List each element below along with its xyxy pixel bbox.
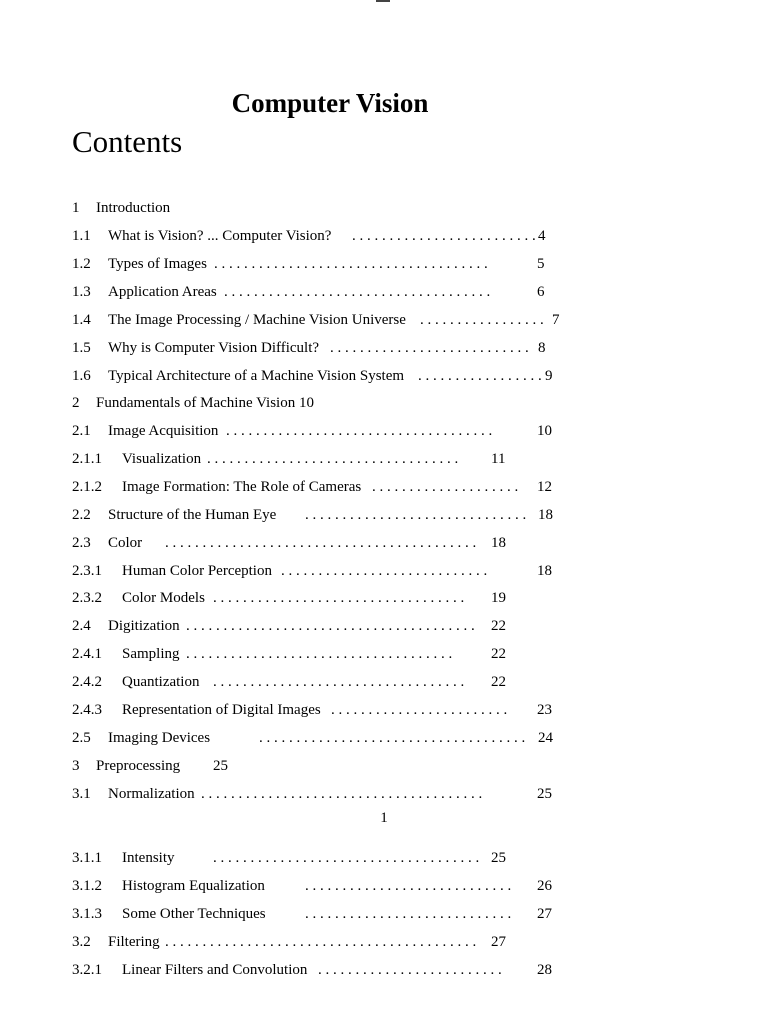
toc-entry-leader: . . . . . . . . . . . . . . . . . . . . . . . . . . . . . . . . . . . . — [226, 423, 493, 439]
toc-entry-number: 1.4 — [72, 312, 91, 328]
toc-entry[interactable] — [0, 421, 768, 441]
toc-entry[interactable] — [0, 198, 768, 218]
toc-entry-leader: . . . . . . . . . . . . . . . . . . . . . . . . . — [318, 962, 502, 978]
toc-entry-page: 5 — [537, 256, 545, 272]
toc-entry[interactable] — [0, 672, 768, 692]
toc-entry-title: Why is Computer Vision Difficult? — [108, 340, 320, 356]
toc-entry-title: Sampling — [122, 646, 180, 662]
toc-entry[interactable] — [0, 226, 768, 246]
toc-entry-page: 25 — [491, 850, 506, 866]
toc-entry-title: Quantization — [122, 674, 200, 690]
toc-entry-number: 2.5 — [72, 730, 91, 746]
toc-entry-leader: . . . . . . . . . . . . . . . . . . . . . . . . . . . . . . . . . . — [207, 451, 459, 467]
toc-entry-number: 3.1 — [72, 786, 91, 802]
page-top-mark — [376, 0, 390, 2]
toc-entry-leader: . . . . . . . . . . . . . . . . . . . . . . . . . . . . . . . . . . . . — [259, 730, 526, 746]
toc-entry-title: Intensity — [122, 850, 175, 866]
toc-entry-title: Normalization — [108, 786, 195, 802]
toc-entry-title: Application Areas — [108, 284, 217, 300]
toc-entry-page: 28 — [537, 962, 552, 978]
toc-entry-number: 3.1.2 — [72, 878, 102, 894]
toc-entry[interactable] — [0, 310, 768, 330]
toc-entry-title: What is Vision? ... Computer Vision? — [108, 228, 332, 244]
toc-entry-page: 25 — [537, 786, 552, 802]
toc-entry-title: Color — [108, 535, 143, 551]
toc-entry[interactable] — [0, 505, 768, 525]
toc-entry-title: Fundamentals of Machine Vision 10 — [96, 395, 314, 411]
toc-entry-title: Visualization — [122, 451, 202, 467]
toc-entry-page: 22 — [491, 646, 506, 662]
toc-entry[interactable] — [0, 533, 768, 553]
toc-entry-number: 2.3.1 — [72, 563, 102, 579]
toc-entry-page: 19 — [491, 590, 506, 606]
toc-entry-leader: . . . . . . . . . . . . . . . . . . . . . . . . . . . . . . . . . . — [213, 674, 465, 690]
toc-entry-page: 9 — [545, 368, 553, 384]
toc-entry-title: Preprocessing — [96, 758, 181, 774]
toc-entry-number: 3.2 — [72, 934, 91, 950]
toc-entry-leader: . . . . . . . . . . . . . . . . . . . . . . . . . . . . . . . . . . . . . . . . . . — [165, 535, 477, 551]
toc-entry-page: 11 — [491, 451, 506, 467]
toc-entry-number: 2.2 — [72, 507, 91, 523]
toc-entry-number: 2.3 — [72, 535, 91, 551]
toc-entry-number: 1.2 — [72, 256, 91, 272]
toc-entry-title: Human Color Perception — [122, 563, 272, 579]
toc-entry-page: 7 — [552, 312, 560, 328]
toc-entry-leader: . . . . . . . . . . . . . . . . . . . . . . . . . . . . . . . . . . . . — [186, 646, 453, 662]
toc-entry-page: 18 — [538, 507, 553, 523]
toc-entry-number: 2.3.2 — [72, 590, 102, 606]
toc-entry-number: 1.6 — [72, 368, 91, 384]
toc-entry-page: 25 — [213, 758, 228, 774]
toc-entry-title: Color Models — [122, 590, 205, 606]
toc-entry-number: 2.1 — [72, 423, 91, 439]
toc-entry-leader: . . . . . . . . . . . . . . . . . . . . . . . . . . . . . . . . . . . . — [224, 284, 491, 300]
toc-entry-number: 2.4.1 — [72, 646, 102, 662]
toc-entry-page: 10 — [537, 423, 552, 439]
toc-entry-page: 6 — [537, 284, 545, 300]
toc-entry-title: Representation of Digital Images — [122, 702, 321, 718]
toc-entry-page: 27 — [491, 934, 506, 950]
document-title: Computer Vision — [231, 88, 429, 118]
toc-entry-number: 2.4 — [72, 618, 91, 634]
toc-entry-page: 26 — [537, 878, 552, 894]
toc-entry-page: 4 — [538, 228, 546, 244]
toc-entry-title: Imaging Devices — [108, 730, 211, 746]
toc-entry[interactable] — [0, 393, 768, 413]
toc-entry-number: 3 — [72, 758, 80, 774]
toc-entry-number: 2.1.2 — [72, 479, 102, 495]
toc-entry[interactable] — [0, 477, 768, 497]
toc-entry[interactable] — [0, 756, 768, 776]
toc-entry[interactable] — [0, 561, 768, 581]
toc-entry-page: 24 — [538, 730, 553, 746]
toc-entry[interactable] — [0, 449, 768, 469]
toc-entry[interactable] — [0, 282, 768, 302]
toc-entry-title: Image Acquisition — [108, 423, 219, 439]
toc-entry[interactable] — [0, 366, 768, 386]
toc-entry-leader: . . . . . . . . . . . . . . . . . . . . . . . . . . . . . . . . . . . . — [213, 850, 480, 866]
toc-entry[interactable] — [0, 784, 768, 804]
toc-entry-title: Types of Images — [108, 256, 207, 272]
toc-entry-number: 1 — [72, 200, 80, 216]
toc-entry-leader: . . . . . . . . . . . . . . . . . . . . . . . . . . . — [330, 340, 529, 356]
page-number: 1 — [380, 810, 388, 826]
toc-entry-leader: . . . . . . . . . . . . . . . . . . . . . . . . . . . . . . . . . . — [213, 590, 465, 606]
toc-entry-leader: . . . . . . . . . . . . . . . . . . . . . . . . . . . . — [281, 563, 488, 579]
toc-entry-title: Digitization — [108, 618, 180, 634]
toc-entry-leader: . . . . . . . . . . . . . . . . . . . . . . . . . . . . . . — [305, 507, 527, 523]
toc-entry-number: 3.1.3 — [72, 906, 102, 922]
toc-entry-leader: . . . . . . . . . . . . . . . . . . . . . . . . . . . . . . . . . . . . . . — [201, 786, 483, 802]
toc-entry[interactable] — [0, 848, 768, 868]
toc-entry[interactable] — [0, 904, 768, 924]
toc-entry-leader: . . . . . . . . . . . . . . . . . . . . . . . . . . . . — [305, 878, 512, 894]
toc-entry[interactable] — [0, 588, 768, 608]
toc-entry-title: Linear Filters and Convolution — [122, 962, 308, 978]
toc-entry-leader: . . . . . . . . . . . . . . . . . — [420, 312, 544, 328]
toc-entry-number: 3.2.1 — [72, 962, 102, 978]
toc-entry-page: 23 — [537, 702, 552, 718]
toc-entry-number: 3.1.1 — [72, 850, 102, 866]
toc-entry-number: 2 — [72, 395, 80, 411]
toc-entry[interactable] — [0, 616, 768, 636]
toc-entry-number: 1.5 — [72, 340, 91, 356]
toc-entry-page: 22 — [491, 674, 506, 690]
toc-entry-page: 8 — [538, 340, 546, 356]
toc-entry-page: 18 — [491, 535, 506, 551]
toc-entry-leader: . . . . . . . . . . . . . . . . . . . . . . . . . — [352, 228, 536, 244]
toc-entry-title: Introduction — [96, 200, 171, 216]
toc-entry-title: The Image Processing / Machine Vision Universe — [108, 312, 406, 328]
toc-entry-number: 2.4.3 — [72, 702, 102, 718]
toc-entry[interactable] — [0, 644, 768, 664]
contents-heading: Contents — [72, 124, 183, 159]
toc-entry-leader: . . . . . . . . . . . . . . . . . . . . . . . . — [331, 702, 508, 718]
toc-entry[interactable] — [0, 728, 768, 748]
toc-entry[interactable] — [0, 254, 768, 274]
toc-entry-title: Typical Architecture of a Machine Vision System — [108, 368, 405, 384]
toc-entry-leader: . . . . . . . . . . . . . . . . . . . . . . . . . . . . . . . . . . . . . — [214, 256, 488, 272]
toc-entry-number: 2.1.1 — [72, 451, 102, 467]
toc-entry[interactable] — [0, 700, 768, 720]
toc-entry-leader: . . . . . . . . . . . . . . . . . . . . . . . . . . . . . . . . . . . . . . . . . . — [165, 934, 477, 950]
toc-entry-title: Structure of the Human Eye — [108, 507, 277, 523]
toc-entry[interactable] — [0, 932, 768, 952]
toc-entry-leader: . . . . . . . . . . . . . . . . . . . . . . . . . . . . — [305, 906, 512, 922]
toc-entry-number: 2.4.2 — [72, 674, 102, 690]
toc-entry-title: Histogram Equalization — [122, 878, 265, 894]
toc-entry-leader: . . . . . . . . . . . . . . . . . . . . — [372, 479, 519, 495]
toc-entry-page: 27 — [537, 906, 552, 922]
toc-entry-number: 1.3 — [72, 284, 91, 300]
toc-entry[interactable] — [0, 338, 768, 358]
toc-entry[interactable] — [0, 876, 768, 896]
toc-entry-title: Image Formation: The Role of Cameras — [122, 479, 362, 495]
toc-entry-page: 18 — [537, 563, 552, 579]
toc-entry-page: 22 — [491, 618, 506, 634]
toc-entry[interactable] — [0, 960, 768, 980]
toc-entry-leader: . . . . . . . . . . . . . . . . . . . . . . . . . . . . . . . . . . . . . . . — [186, 618, 475, 634]
toc-entry-page: 12 — [537, 479, 552, 495]
toc-entry-leader: . . . . . . . . . . . . . . . . . — [418, 368, 542, 384]
toc-entry-title: Filtering — [108, 934, 160, 950]
toc-entry-title: Some Other Techniques — [122, 906, 266, 922]
toc-entry-number: 1.1 — [72, 228, 91, 244]
